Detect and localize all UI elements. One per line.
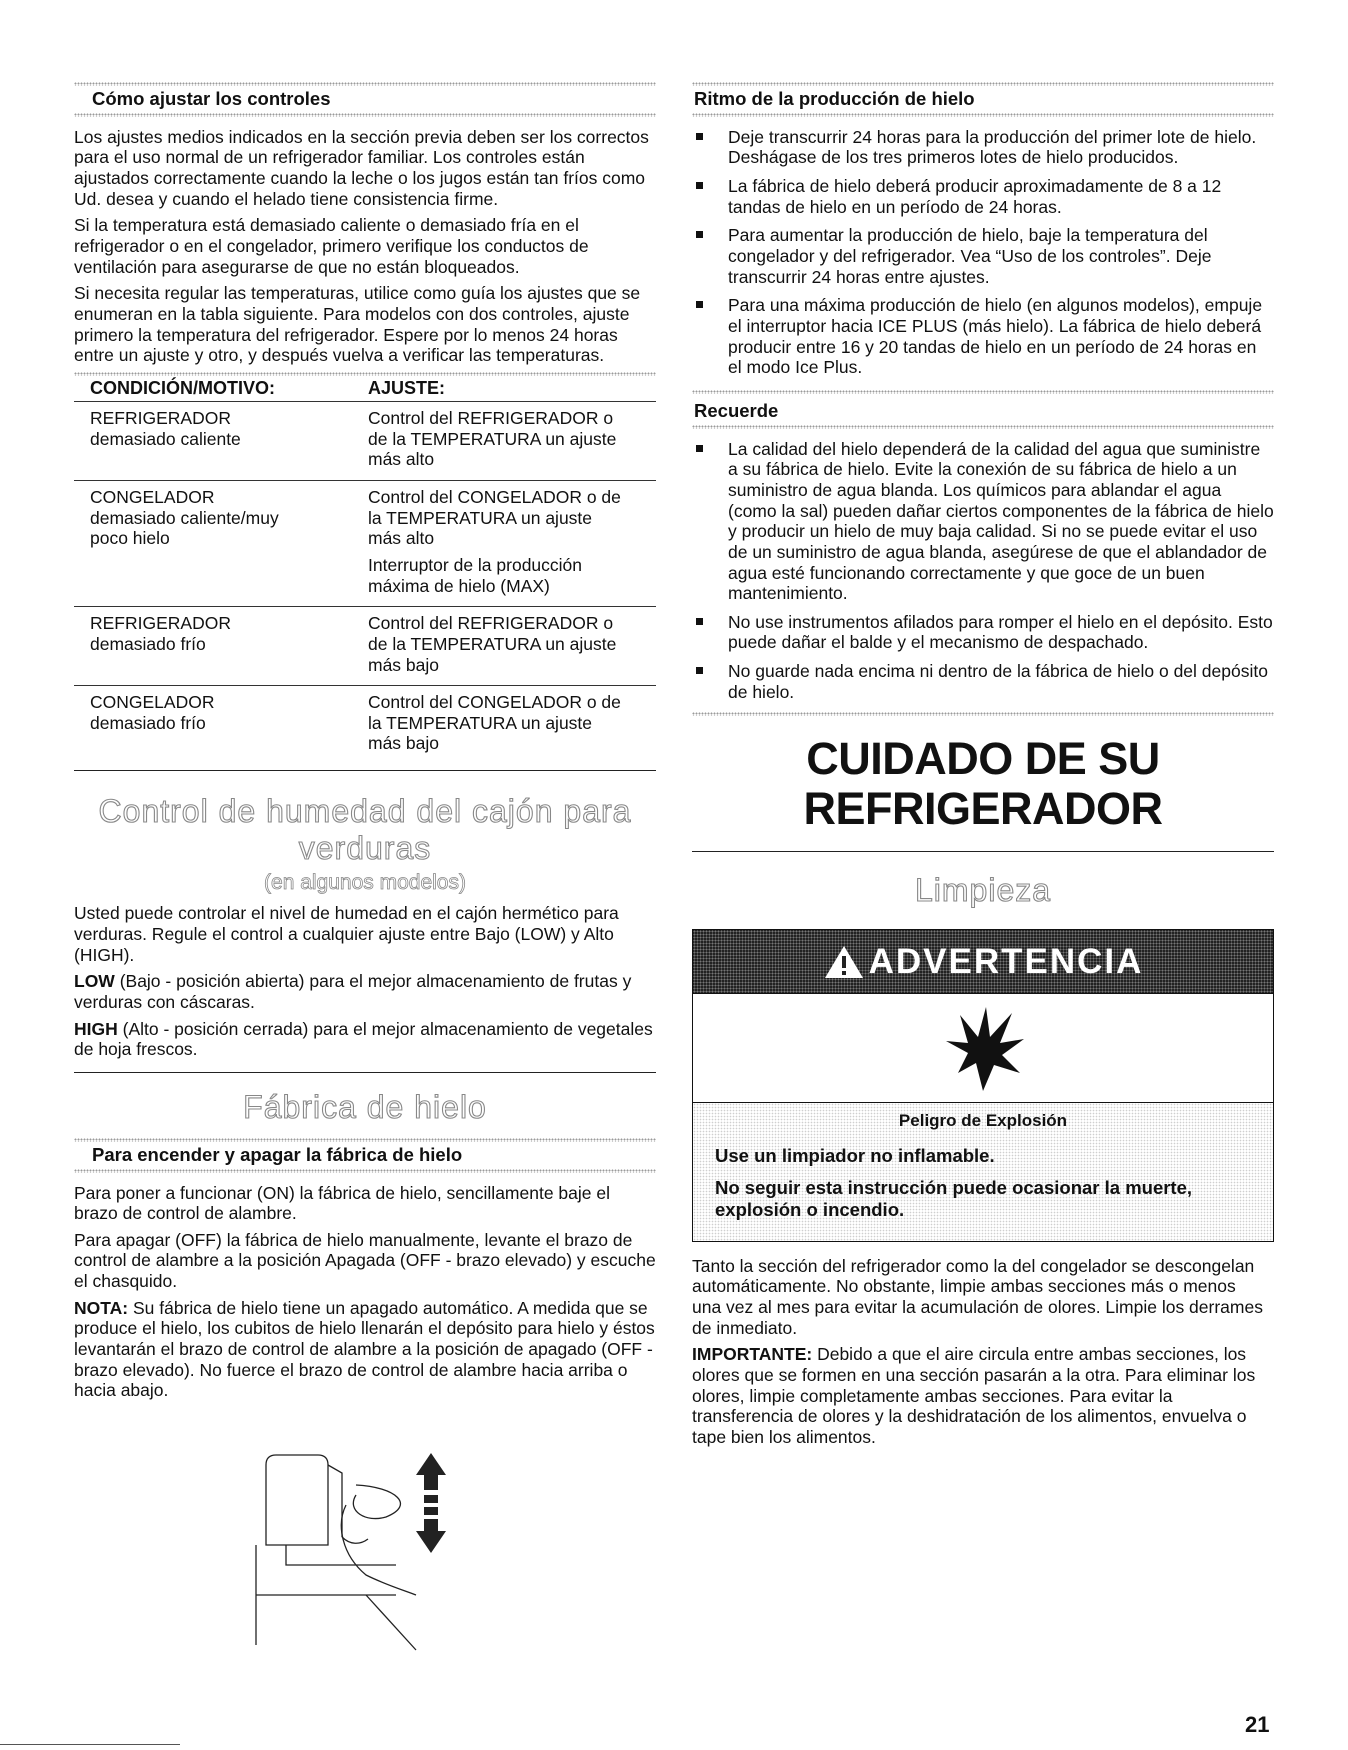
page-number: 21 bbox=[1245, 1712, 1270, 1737]
table-cell-adjustment bbox=[368, 402, 656, 481]
table-cell-condition: REFRIGERADOR demasiado caliente bbox=[74, 402, 368, 481]
left-column bbox=[74, 0, 656, 1407]
table-row bbox=[74, 481, 656, 607]
icemaker-note bbox=[74, 1298, 656, 1401]
adjust-controls-heading: Cómo ajustar los controles bbox=[92, 88, 331, 109]
divider bbox=[692, 113, 1274, 117]
divider bbox=[692, 712, 1274, 716]
high-label: HIGH bbox=[74, 1018, 118, 1039]
icemaker-illustration bbox=[246, 1445, 486, 1655]
list-item: No guarde nada encima ni dentro de la fábrica de hielo o del depósito de hielo. bbox=[692, 661, 1274, 702]
hazard-label: Peligro de Explosión bbox=[898, 1111, 1068, 1131]
adjustment-table bbox=[74, 376, 656, 764]
table-cell-adjustment bbox=[368, 607, 656, 686]
adjustment-text: Control del CONGELADOR o de la TEMPERATURA un ajuste más bajo bbox=[368, 692, 621, 754]
list-item: La fábrica de hielo deberá producir aproximadamente de 8 a 12 tandas de hielo en un período de 24 horas. bbox=[692, 176, 1274, 217]
cleaning-title: Limpieza bbox=[914, 872, 1052, 909]
warning-icon-area bbox=[693, 993, 1273, 1103]
high-text: (Alto - posición cerrada) para el mejor almacenamiento de vegetales de hoja frescos. bbox=[74, 1018, 653, 1060]
note-label: NOTA: bbox=[74, 1297, 129, 1318]
footer-rule bbox=[0, 1744, 180, 1745]
icemaker-paragraph-1: Para poner a funcionar (ON) la fábrica de hielo, sencillamente baje el brazo de control de alambre. bbox=[74, 1182, 610, 1224]
adjust-paragraph-2: Si la temperatura está demasiado caliente o demasiado fría en el refrigerador o en el congelador, primero verifique los conductos de ventilación para asegurarse de que no están bloqueados. bbox=[74, 215, 589, 277]
table-cell-adjustment bbox=[368, 686, 656, 764]
table-row bbox=[74, 607, 656, 686]
remember-heading: Recuerde bbox=[694, 399, 779, 421]
list-item: Para una máxima producción de hielo (en algunos modelos), empuje el interruptor hacia ICE PLUS (más hielo). La fábrica de hielo deberá producir entre 16 y 20 tandas de hielo en un período de 24 horas en el modo Ice Plus. bbox=[692, 295, 1274, 378]
icemaker-paragraph-2: Para apagar (OFF) la fábrica de hielo manualmente, levante el brazo de control de alambre a la posición Apagada (OFF - brazo elevado) y escuche el chasquido. bbox=[74, 1229, 656, 1292]
important-label: IMPORTANTE: bbox=[692, 1344, 813, 1365]
humidity-title: Control de humedad del cajón para verduras bbox=[98, 793, 632, 866]
divider bbox=[692, 82, 1274, 86]
table-cell-condition: CONGELADOR demasiado caliente/muy poco hielo bbox=[74, 481, 368, 607]
section-rule bbox=[74, 770, 656, 771]
table-header-adjustment: AJUSTE: bbox=[368, 377, 446, 398]
adjustment-extra-text: Interruptor de la producción máxima de hielo (MAX) bbox=[368, 554, 583, 596]
important-text: Debido a que el aire circula entre ambas secciones, los olores que se formen en una sección pasarán a la otra. Para eliminar los olores, limpie completamente ambas secciones. Para evitar la transferencia de olores y la deshidratación de los alimentos, envuelva o tape bien los alimentos. bbox=[692, 1344, 1256, 1447]
divider bbox=[74, 113, 656, 117]
warning-banner-text: ADVERTENCIA bbox=[868, 942, 1144, 982]
remember-list bbox=[692, 439, 1274, 703]
table-row bbox=[74, 686, 656, 764]
list-item: Para aumentar la producción de hielo, baje la temperatura del congelador y del refrigerador. Vea “Uso de los controles”. Deje transcurrir 24 horas entre ajustes. bbox=[692, 225, 1274, 287]
adjustment-text: Control del CONGELADOR o de la TEMPERATURA un ajuste más alto bbox=[368, 487, 621, 549]
list-item: Deje transcurrir 24 horas para la producción del primer lote de hielo. Deshágase de los tres primeros lotes de hielo producidos. bbox=[692, 127, 1274, 168]
divider bbox=[74, 1138, 656, 1142]
page-title-line-1: CUIDADO DE SU bbox=[806, 733, 1160, 785]
adjustment-text: Control del REFRIGERADOR o de la TEMPERATURA un ajuste más alto bbox=[368, 408, 617, 470]
adjustment-text: Control del REFRIGERADOR o de la TEMPERATURA un ajuste más bajo bbox=[368, 613, 617, 675]
page-title-line-2: REFRIGERADOR bbox=[803, 782, 1163, 834]
icemaker-onoff-heading: Para encender y apagar la fábrica de hielo bbox=[92, 1143, 463, 1165]
table-row bbox=[74, 402, 656, 481]
humidity-paragraph: Usted puede controlar el nivel de humedad en el cajón hermético para verduras. Regule el control a cualquier ajuste entre Bajo (LOW) y Alto (HIGH). bbox=[74, 903, 619, 965]
humidity-low bbox=[74, 971, 656, 1012]
explosion-icon bbox=[938, 1003, 1028, 1093]
list-item: La calidad del hielo dependerá de la calidad del agua que suministre a su fábrica de hielo. Evite la conexión de su fábrica de hielo a un suministro de agua blanda. Los químicos para ablandar el agua (como la sal) pueden dañar ciertos componentes de la fábrica de hielo y producir un hielo de muy baja calidad. Si no se puede evitar el uso de un suministro de agua blanda, asegúrese de que el ablandador de agua esté funcionando correctamente y que goce de un buen mantenimiento. bbox=[692, 439, 1274, 604]
section-rule bbox=[692, 851, 1274, 852]
warning-banner bbox=[693, 930, 1273, 993]
divider bbox=[692, 390, 1274, 394]
warning-triangle-icon bbox=[823, 944, 865, 980]
low-text: (Bajo - posición abierta) para el mejor almacenamiento de frutas y verduras con cáscaras. bbox=[74, 971, 632, 1012]
cleaning-paragraph: Tanto la sección del refrigerador como la del congelador se descongelan automáticamente. No obstante, limpie ambas secciones más o menos una vez al mes para evitar la acumulación de olores. Limpie los derrames de inmediato. bbox=[692, 1255, 1263, 1338]
table-cell-adjustment bbox=[368, 481, 656, 607]
rate-list bbox=[692, 127, 1274, 378]
humidity-high bbox=[74, 1019, 656, 1060]
table-cell-condition: CONGELADOR demasiado frío bbox=[74, 686, 368, 764]
warning-line-2: No seguir esta instrucción puede ocasionar la muerte, explosión o incendio. bbox=[715, 1177, 1193, 1220]
section-rule bbox=[74, 1072, 656, 1073]
rate-heading: Ritmo de la producción de hielo bbox=[694, 88, 975, 109]
table-cell-condition: REFRIGERADOR demasiado frío bbox=[74, 607, 368, 686]
table-header-condition: CONDICIÓN/MOTIVO: bbox=[90, 377, 275, 398]
right-column bbox=[692, 0, 1274, 1453]
divider bbox=[692, 425, 1274, 429]
low-label: LOW bbox=[74, 971, 115, 992]
warning-line-1: Use un limpiador no inflamable. bbox=[715, 1145, 995, 1167]
icemaker-title: Fábrica de hielo bbox=[243, 1088, 487, 1125]
warning-box bbox=[692, 929, 1274, 1242]
adjust-paragraph-1: Los ajustes medios indicados en la sección previa deben ser los correctos para el uso normal de un refrigerador familiar. Los controles están ajustados correctamente cuando la leche o los jugos están tan fríos como Ud. desea y cuando el helado tiene consistencia firme. bbox=[74, 126, 649, 209]
humidity-subtitle: (en algunos modelos) bbox=[264, 870, 466, 894]
divider bbox=[74, 82, 656, 86]
adjust-paragraph-3: Si necesita regular las temperaturas, utilice como guía los ajustes que se enumeran en la tabla siguiente. Para modelos con dos controles, ajuste primero la temperatura del refrigerador. Espere por lo menos 24 horas entre un ajuste y otro, y después vuelva a verificar las temperaturas. bbox=[74, 283, 641, 366]
note-text: Su fábrica de hielo tiene un apagado automático. A medida que se produce el hielo, los cubitos de hielo llenarán el depósito para hielo y éstos levantarán el brazo de control de alambre a la posición de apagado (OFF - brazo elevado). No fuerce el brazo de control de alambre hacia arriba o hacia abajo. bbox=[74, 1297, 655, 1401]
cleaning-important bbox=[692, 1344, 1266, 1447]
warning-text bbox=[693, 1103, 1273, 1241]
list-item: No use instrumentos afilados para romper el hielo en el depósito. Esto puede dañar el balde y el mecanismo de despachado. bbox=[692, 612, 1274, 653]
divider bbox=[74, 1169, 656, 1173]
